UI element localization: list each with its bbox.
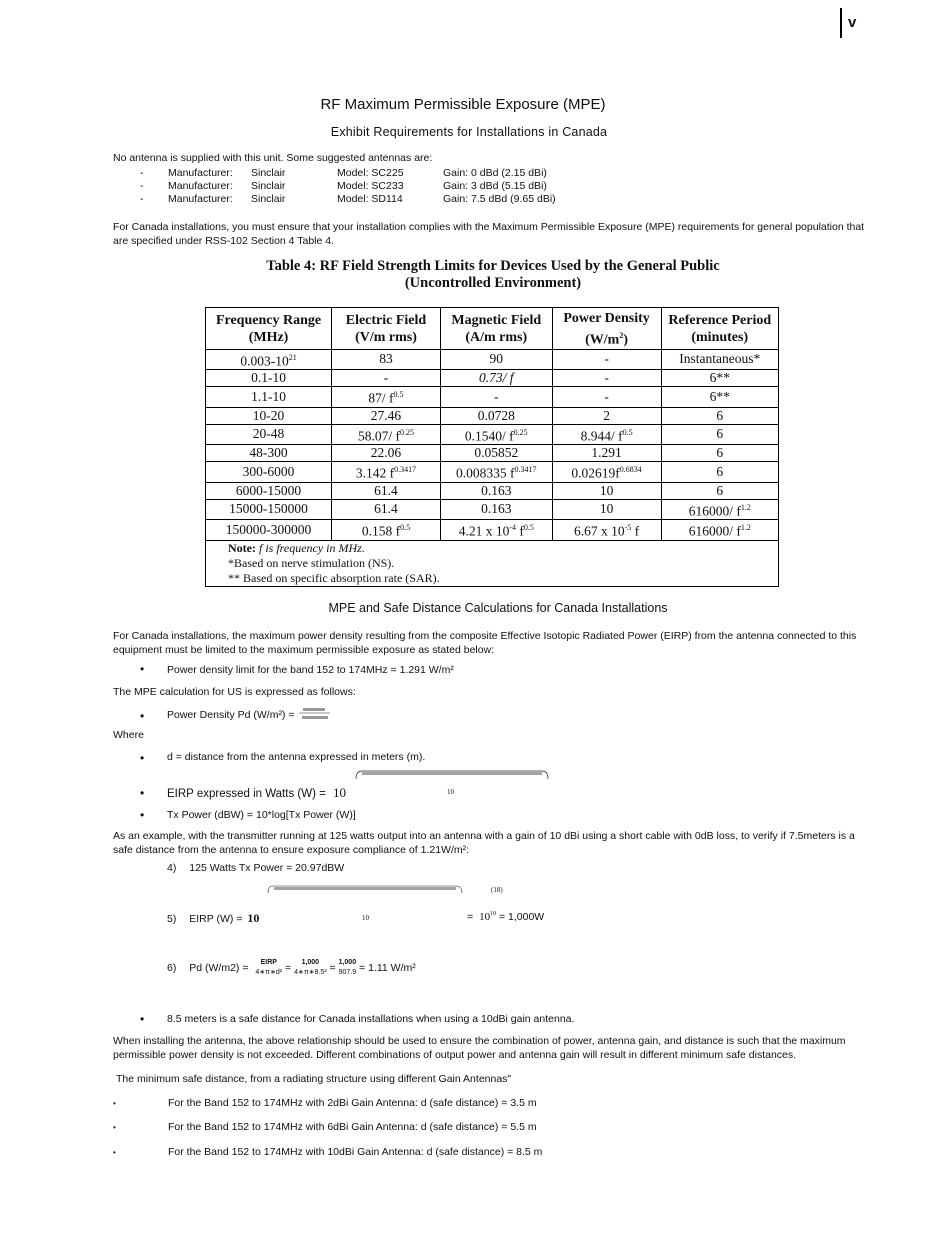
cell-period: 6	[661, 482, 779, 499]
antenna-gain: Gain: 0 dBd (2.15 dBi)	[443, 167, 547, 179]
cell-frequency: 6000-15000	[206, 482, 332, 499]
cell-period: 6**	[661, 370, 779, 387]
page-subtitle: Exhibit Requirements for Installations in Canada	[330, 125, 608, 139]
cell-period: 6	[661, 445, 779, 462]
safe-distance-conclusion: 8.5 meters is a safe distance for Canada installations when using a 10dBi gain antenna.	[167, 1013, 575, 1025]
tx-formula: Tx Power (dBW) = 10*log[Tx Power (W)]	[167, 809, 356, 821]
where-label: Where	[113, 729, 144, 741]
cell-frequency: 48-300	[206, 445, 332, 462]
table-row	[206, 499, 779, 520]
rf-limits-table	[205, 307, 779, 587]
table-row	[206, 387, 779, 408]
table-row	[206, 407, 779, 424]
step-6: 6) Pd (W/m2) = EIRP 4∗π∗d² = 1,000 4∗π∗8.5² = 1,000 907.9 = 1.11 W/m²	[167, 959, 416, 976]
eirp-formula: EIRP expressed in Watts (W) = 10	[167, 785, 347, 800]
cell-frequency: 300-6000	[206, 462, 332, 483]
header-reference-period: Reference Period (minutes)	[661, 308, 779, 350]
safe-distance-item: For the Band 152 to 174MHz with 10dBi Gain Antenna: d (safe distance) = 8.5 m	[168, 1146, 543, 1158]
cell-magnetic: 0.163	[440, 482, 552, 499]
table-row	[206, 424, 779, 445]
bullet-icon: •	[140, 786, 145, 800]
cell-power: 1.291	[552, 445, 661, 462]
header-power-density: Power Density $(W/m^2)$	[552, 308, 661, 350]
pd-formula: Power Density Pd (W/m²) =	[167, 706, 333, 724]
table-row	[206, 445, 779, 462]
bullet-icon: •	[140, 751, 145, 765]
cell-electric: 58.07/ $f^{0.25}$	[332, 424, 441, 445]
safe-distance-item: For the Band 152 to 174MHz with 6dBi Gain Antenna: d (safe distance) = 5.5 m	[168, 1121, 537, 1133]
cell-power: $0.02619f^{0.6834}$	[552, 462, 661, 483]
header-magnetic-field: Magnetic Field (A/m rms)	[440, 308, 552, 350]
fraction-result: 1,000 907.9	[338, 959, 357, 976]
antenna-dash: -	[140, 167, 144, 179]
antenna-model: Model: SD114	[337, 193, 403, 205]
table-row	[206, 482, 779, 499]
cell-frequency: 150000-300000	[206, 520, 332, 541]
cell-frequency: 15000-150000	[206, 499, 332, 520]
eirp-base-subscript: 10	[447, 788, 454, 796]
cell-electric: 0.158 $f^{0.5}$	[332, 520, 441, 541]
bullet-icon: •	[113, 1099, 116, 1108]
antenna-intro: No antenna is supplied with this unit. Some suggested antennas are:	[113, 152, 433, 164]
cell-power: 10	[552, 499, 661, 520]
fraction-eirp: EIRP 4∗π∗d²	[255, 959, 283, 976]
step5-result: = $10^{10} = 1,000W$	[467, 911, 545, 923]
cell-power: 10	[552, 482, 661, 499]
cell-electric: 87/ $f^{0.5}$	[332, 387, 441, 408]
antenna-mfr: Sinclair	[251, 180, 286, 192]
fraction-values: 1,000 4∗π∗8.5²	[294, 959, 327, 976]
table-row	[206, 462, 779, 483]
cell-magnetic: -	[440, 387, 552, 408]
bullet-icon: •	[140, 808, 145, 822]
antenna-mfr: Sinclair	[251, 167, 286, 179]
antenna-model: Model: SC225	[337, 167, 404, 179]
step5-subscript: 10	[362, 914, 369, 922]
step-4: 4) 125 Watts Tx Power = 20.97dBW	[167, 862, 345, 874]
pd-fraction-graphic	[297, 706, 333, 724]
step-5: 5) EIRP (W) = 10	[167, 911, 260, 925]
step5-exponent-graphic	[266, 883, 464, 895]
mpe-intro: The MPE calculation for US is expressed as follows:	[113, 686, 356, 698]
cell-electric: 61.4	[332, 499, 441, 520]
bullet-icon: •	[140, 662, 145, 676]
bullet-icon: •	[113, 1148, 116, 1157]
cell-magnetic: 0.008335 $f^{0.3417}$	[440, 462, 552, 483]
bullet-icon: •	[140, 1012, 145, 1026]
cell-frequency: 20-48	[206, 424, 332, 445]
cell-frequency: 1.1-10	[206, 387, 332, 408]
canada-requirements-paragraph: For Canada installations, you must ensure that your installation complies with the Maximum Permissible Exposure (MPE) requirements for general population that are specified under RSS-102 Section 4 Table 4.	[113, 221, 865, 247]
antenna-mfr-label: Manufacturer:	[168, 167, 233, 179]
cell-magnetic: 0.73/ f	[440, 370, 552, 387]
table-row	[206, 520, 779, 541]
cell-magnetic: 0.1540/ $f^{0.25}$	[440, 424, 552, 445]
table-title	[205, 258, 781, 292]
cell-electric: 22.06	[332, 445, 441, 462]
antenna-gain: Gain: 7.5 dBd (9.65 dBi)	[443, 193, 556, 205]
page-number: v	[848, 14, 857, 31]
table-row	[206, 370, 779, 387]
cell-frequency: 0.1-10	[206, 370, 332, 387]
cell-power: -	[552, 387, 661, 408]
table-row	[206, 349, 779, 370]
cell-frequency: $0.003-10^{21}$	[206, 349, 332, 370]
antenna-model: Model: SC233	[337, 180, 404, 192]
header-electric-field: Electric Field (V/m rms)	[332, 308, 441, 350]
cell-period: 6	[661, 462, 779, 483]
section-heading: MPE and Safe Distance Calculations for Canada Installations	[328, 601, 668, 615]
cell-electric: 61.4	[332, 482, 441, 499]
table-title-line2: (Uncontrolled Environment)	[404, 275, 582, 291]
cell-magnetic: 0.163	[440, 499, 552, 520]
cell-period: 6	[661, 407, 779, 424]
cell-electric: -	[332, 370, 441, 387]
installation-paragraph: When installing the antenna, the above relationship should be used to ensure the combination of power, antenna gain, and distance is such that the maximum permissible power density is not exceeded. Different combinations of output power and antenna gain will result in different minimum safe distances.	[113, 1035, 846, 1061]
example-paragraph: As an example, with the transmitter running at 125 watts output into an antenna with a gain of 10 dBi using a short cable with 0dB loss, to verify if 7.5meters is a safe distance from the antenna to ensure exposure compliance of 1.21W/m²:	[113, 830, 855, 856]
table-notes-row	[206, 540, 779, 586]
table-header-row	[206, 308, 779, 350]
cell-magnetic: 4.21 x $10^{-4}$ $f^{0.5}$	[440, 520, 552, 541]
cell-power: 6.67 x $10^{-5}$ f	[552, 520, 661, 541]
cell-electric: 27.46	[332, 407, 441, 424]
distance-definition: d = distance from the antenna expressed in meters (m).	[167, 751, 426, 763]
cell-power: -	[552, 370, 661, 387]
cell-period: 6	[661, 424, 779, 445]
antenna-mfr: Sinclair	[251, 193, 286, 205]
cell-period: 616000/ $f^{1.2}$	[661, 499, 779, 520]
bullet-icon: •	[140, 709, 145, 723]
table-notes: Note: f is frequency in MHz. *Based on nerve stimulation (NS). ** Based on specific absorption rate (SAR).	[206, 540, 779, 586]
eirp-exponent-graphic	[354, 767, 550, 781]
exponent-marker: (18)	[491, 886, 503, 894]
cell-magnetic: 0.05852	[440, 445, 552, 462]
cell-period: 6**	[661, 387, 779, 408]
antenna-dash: -	[140, 180, 144, 192]
min-safe-intro: The minimum safe distance, from a radiating structure using different Gain Antennas"	[116, 1073, 512, 1085]
bullet-icon: •	[113, 1123, 116, 1132]
cell-period: Instantaneous*	[661, 349, 779, 370]
safe-distance-item: For the Band 152 to 174MHz with 2dBi Gain Antenna: d (safe distance) = 3.5 m	[168, 1097, 537, 1109]
cell-power: 8.944/ $f^{0.5}$	[552, 424, 661, 445]
cell-magnetic: 90	[440, 349, 552, 370]
cell-power: -	[552, 349, 661, 370]
cell-electric: 3.142 $f^{0.3417}$	[332, 462, 441, 483]
eirp-paragraph: For Canada installations, the maximum power density resulting from the composite Effective Isotopic Radiated Power (EIRP) from the antenna connected to this equipment must be limited to the maximum permissible exposure as stated below:	[113, 630, 857, 656]
antenna-mfr-label: Manufacturer:	[168, 193, 233, 205]
cell-period: 616000/ $f^{1.2}$	[661, 520, 779, 541]
cell-electric: 83	[332, 349, 441, 370]
antenna-gain: Gain: 3 dBd (5.15 dBi)	[443, 180, 547, 192]
cell-frequency: 10-20	[206, 407, 332, 424]
antenna-dash: -	[140, 193, 144, 205]
cell-power: 2	[552, 407, 661, 424]
cell-magnetic: 0.0728	[440, 407, 552, 424]
power-density-limit: Power density limit for the band 152 to 174MHz = 1.291 W/m²	[167, 664, 454, 676]
table-title-line1: Table 4: RF Field Strength Limits for Devices Used by the General Public	[266, 258, 720, 274]
page-margin-bar	[840, 8, 842, 38]
page-title: RF Maximum Permissible Exposure (MPE)	[320, 96, 606, 113]
header-frequency: Frequency Range (MHz)	[206, 308, 332, 350]
antenna-mfr-label: Manufacturer:	[168, 180, 233, 192]
